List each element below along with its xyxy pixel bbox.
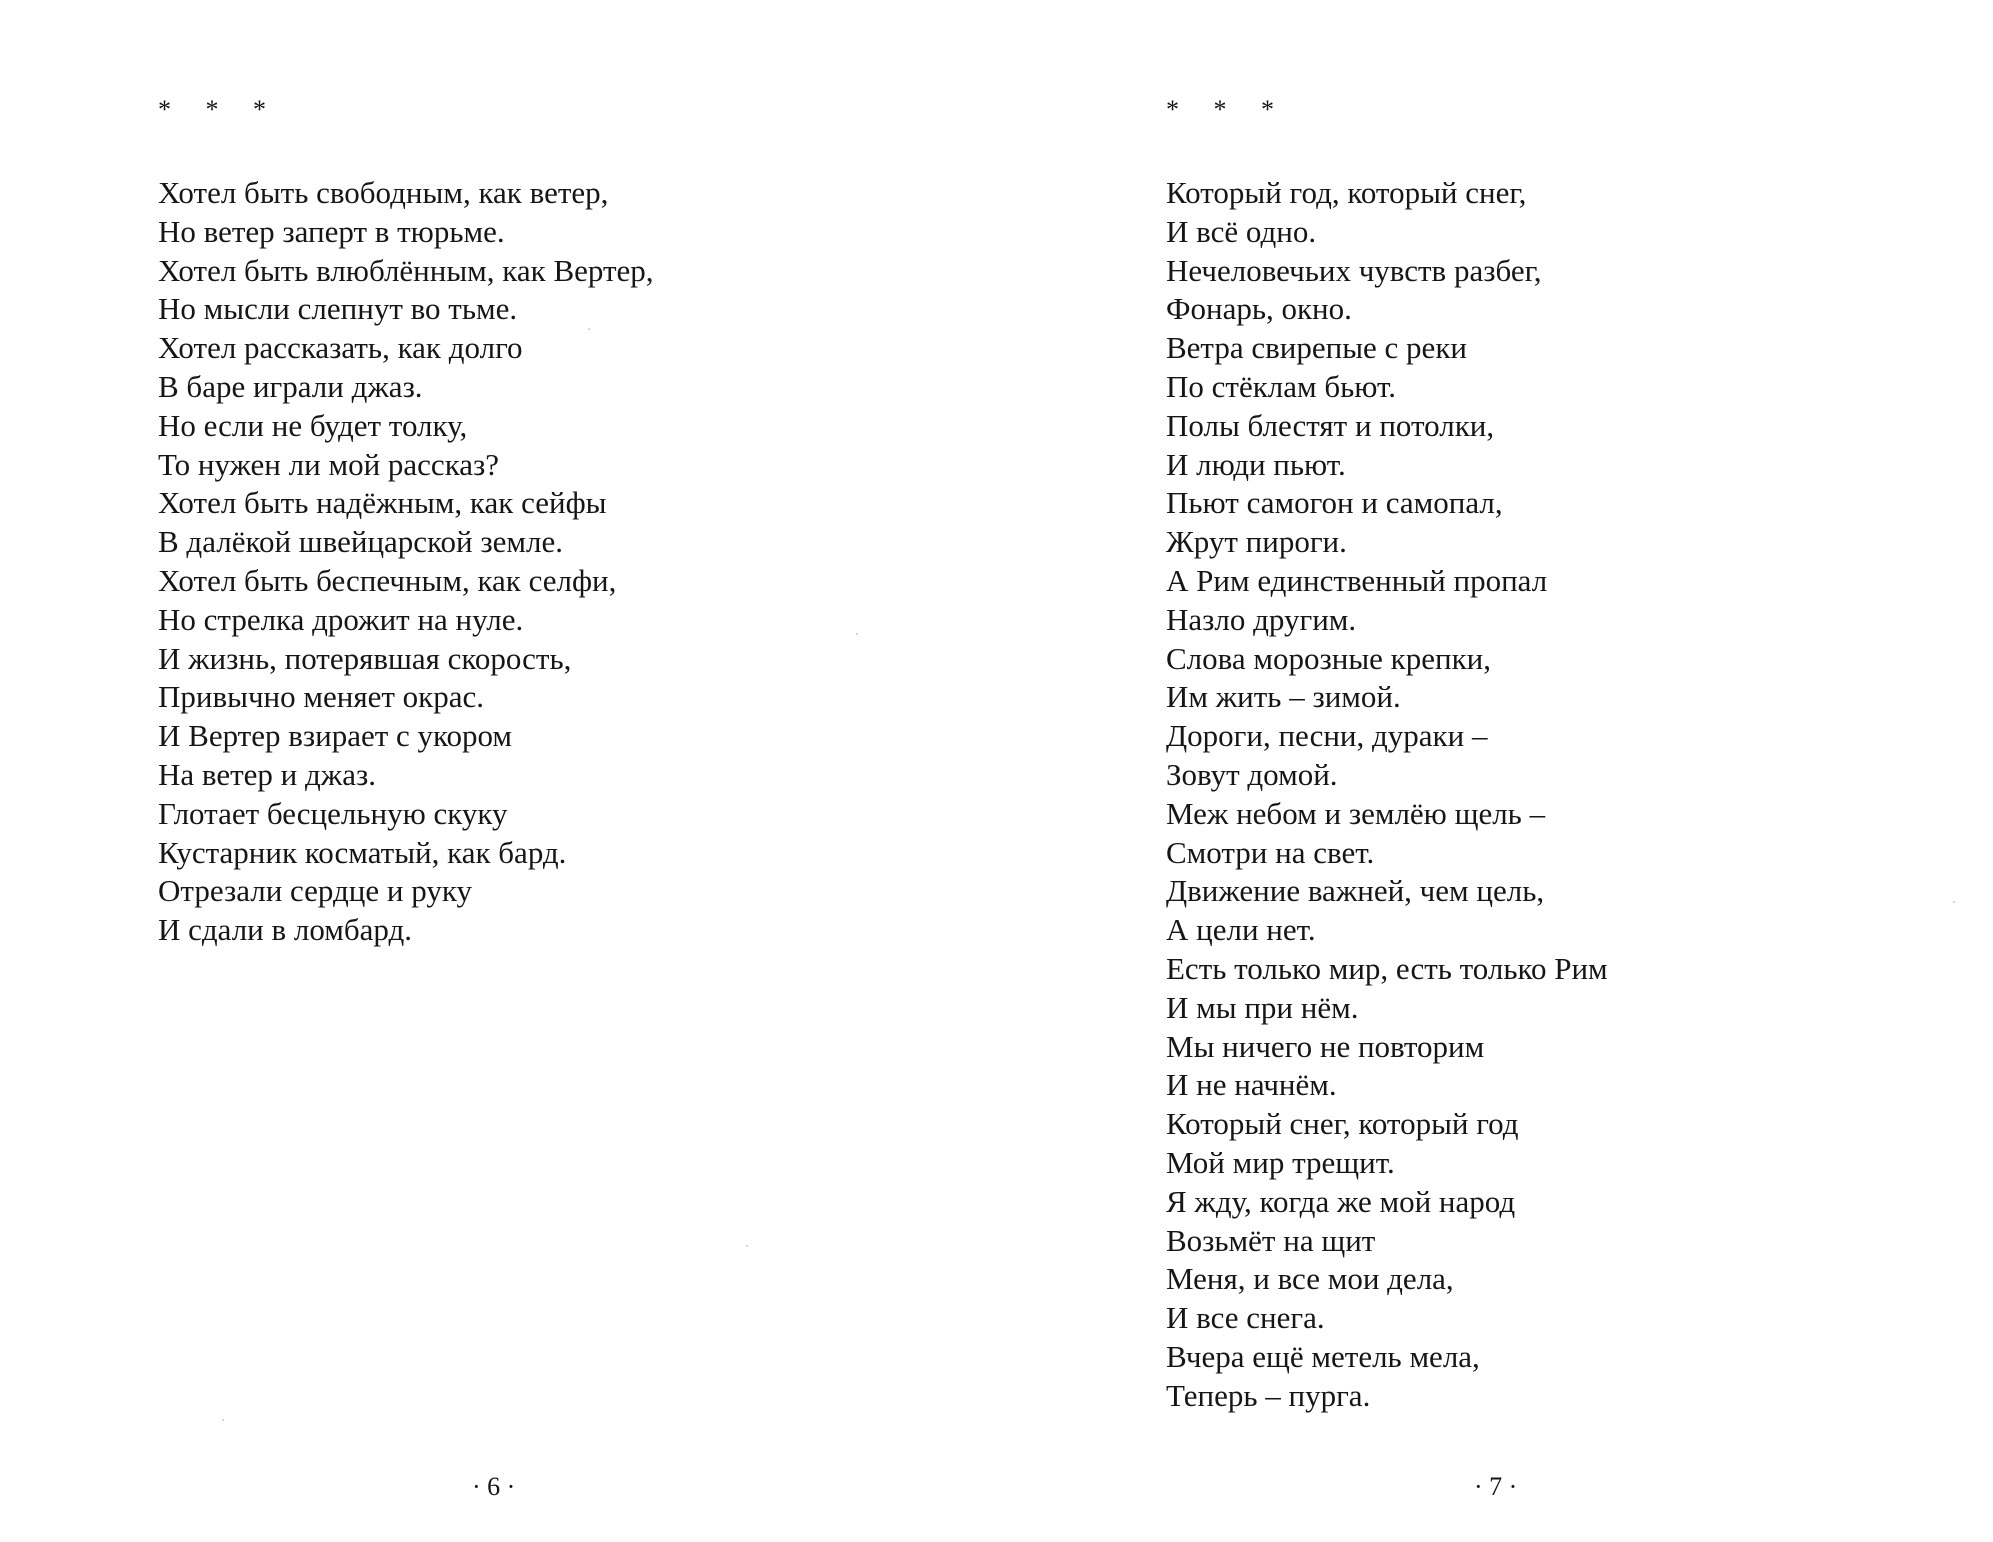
- poem-line: Меня, и все мои дела,: [1166, 1261, 1454, 1297]
- poem-line: Хотел быть беспечным, как селфи,: [158, 562, 617, 598]
- poem-line: И Вертер взирает с укором: [158, 718, 513, 754]
- poem-line: По стёклам бьют.: [1166, 368, 1396, 404]
- page-number: · 7 ·: [1474, 1472, 1518, 1501]
- poem-line: Но ветер заперт в тюрьме.: [158, 213, 505, 249]
- poem-line: Хотел быть надёжным, как сейфы: [158, 485, 607, 521]
- poem-line: Возьмёт на щит: [1166, 1222, 1376, 1258]
- poem-line: Дороги, песни, дураки –: [1166, 718, 1488, 754]
- poem-line: Жрут пироги.: [1166, 524, 1347, 560]
- poem-line: Кустарник косматый, как бард.: [158, 834, 567, 870]
- poem-line: Смотри на свет.: [1166, 834, 1375, 870]
- poem-line: И всё одно.: [1166, 213, 1317, 249]
- poem-line: Мой мир трещит.: [1166, 1144, 1395, 1180]
- poem-line: Движение важней, чем цель,: [1166, 873, 1545, 909]
- poem-line: Но стрелка дрожит на нуле.: [158, 601, 524, 637]
- poem-line: Есть только мир, есть только Рим: [1166, 950, 1608, 986]
- poem-line: Полы блестят и потолки,: [1166, 407, 1495, 443]
- scan-speck: [746, 1245, 748, 1247]
- poem-line: Отрезали сердце и руку: [158, 873, 472, 909]
- poem-line: А Рим единственный пропал: [1166, 562, 1548, 598]
- poem-line: Который снег, который год: [1166, 1106, 1519, 1142]
- poem-line: И жизнь, потерявшая скорость,: [158, 640, 572, 676]
- poem-line: Назло другим.: [1166, 601, 1357, 637]
- poem-line: Им жить – зимой.: [1166, 679, 1401, 715]
- poem-line: Привычно меняет окрас.: [158, 679, 484, 715]
- poem-line: В далёкой швейцарской земле.: [158, 524, 563, 560]
- section-asterism: * * *: [158, 95, 280, 124]
- poem-line: Хотел рассказать, как долго: [158, 330, 523, 366]
- poem-line: Мы ничего не повторим: [1166, 1028, 1485, 1064]
- poem-line: И все снега.: [1166, 1300, 1325, 1336]
- poem-line: Теперь – пурга.: [1166, 1377, 1371, 1413]
- poem-line: Глотает бесцельную скуку: [158, 795, 508, 831]
- poem-line: Слова морозные крепки,: [1166, 640, 1491, 676]
- poem-line: Но если не будет толку,: [158, 407, 468, 443]
- poem-line: Хотел быть влюблённым, как Вертер,: [158, 252, 654, 288]
- poem-line: И не начнём.: [1166, 1067, 1337, 1103]
- page-number: · 6 ·: [472, 1472, 516, 1501]
- poem-line: Ветра свирепые с реки: [1166, 330, 1467, 366]
- poem-line: Нечеловечьих чувств разбег,: [1166, 252, 1542, 288]
- poem-line: Фонарь, окно.: [1166, 291, 1352, 327]
- right-page: [996, 0, 1993, 1542]
- poem-line: Меж небом и землёю щель –: [1166, 795, 1546, 831]
- poem-line: Хотел быть свободным, как ветер,: [158, 175, 609, 210]
- poem-line: И сдали в ломбард.: [158, 912, 413, 948]
- left-page: [0, 0, 996, 1542]
- poem-line: Вчера ещё метель мела,: [1166, 1338, 1480, 1374]
- section-asterism: * * *: [1166, 95, 1288, 124]
- poem-line: Пьют самогон и самопал,: [1166, 485, 1503, 521]
- poem-line: Я жду, когда же мой народ: [1166, 1183, 1516, 1219]
- poem-line: В баре играли джаз.: [158, 368, 423, 404]
- poem-line: Который год, который снег,: [1166, 175, 1527, 210]
- poem-line: И люди пьют.: [1166, 446, 1346, 482]
- poem-line: Но мысли слепнут во тьме.: [158, 291, 518, 327]
- poem-left: [158, 174, 654, 950]
- poem-line: И мы при нём.: [1166, 989, 1359, 1025]
- scan-speck: [856, 633, 858, 635]
- poem-line: То нужен ли мой рассказ?: [158, 446, 500, 482]
- poem-line: Зовут домой.: [1166, 756, 1338, 792]
- scan-speck: [1953, 901, 1955, 903]
- scan-speck: [222, 1419, 224, 1421]
- scan-speck: [588, 328, 590, 330]
- poem-right: [1166, 174, 1608, 1416]
- poem-line: На ветер и джаз.: [158, 756, 376, 792]
- poem-line: А цели нет.: [1166, 912, 1316, 948]
